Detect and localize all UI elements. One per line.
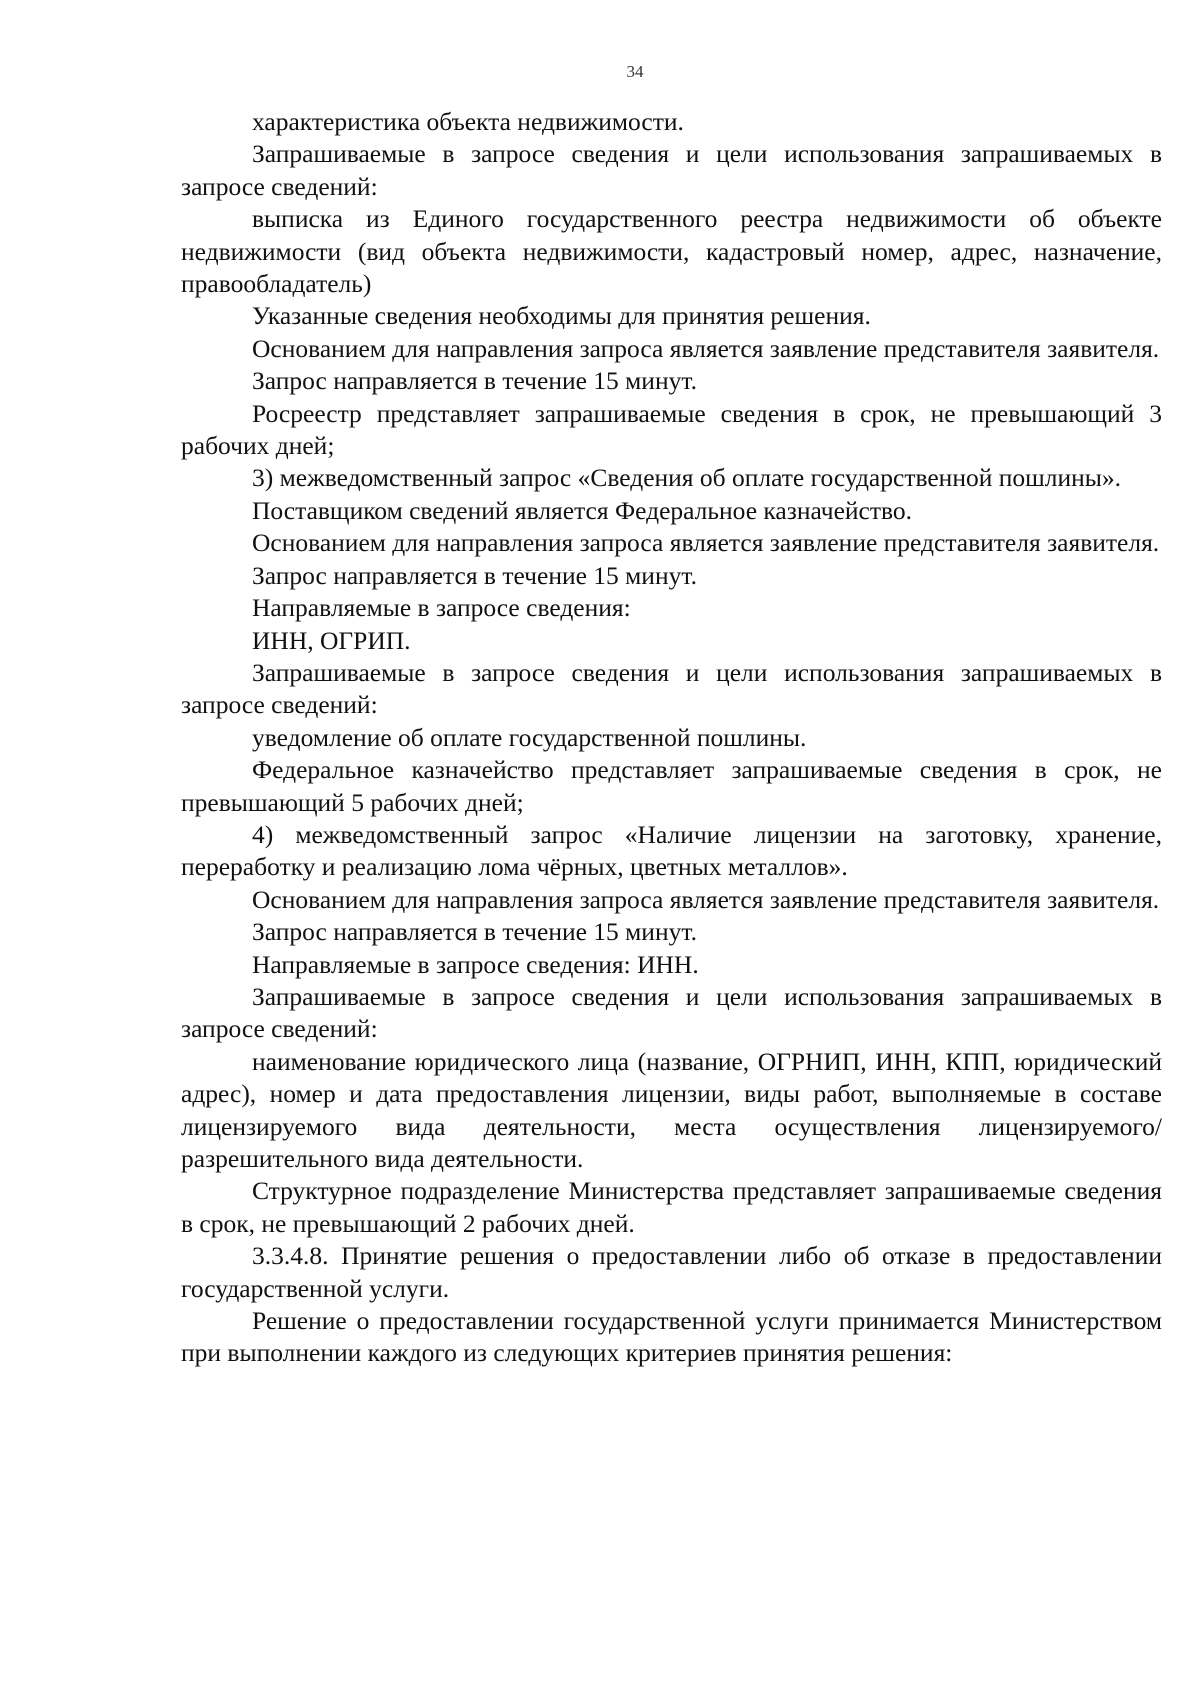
paragraph: Основанием для направления запроса является заявление представителя заявителя. — [252, 333, 1160, 363]
paragraph: Запрос направляется в течение 15 минут. — [252, 366, 697, 396]
paragraph: наименование юридического лица (название, ОГРНИП, ИНН, КПП, юридический адрес), номер и дата предоставления лицензии, виды работ, выполняемые в составе лицензируемого вида деятельности, места осуществления лицензируемого/разрешительного вида деятельности. — [181, 1046, 1162, 1173]
paragraph: Росреестр представляет запрашиваемые сведения в срок, не превышающий 3 рабочих дней; — [181, 398, 1162, 461]
paragraph: Направляемые в запросе сведения: — [252, 593, 631, 623]
paragraph: 3.3.4.8. Принятие решения о предоставлении либо об отказе в предоставлении государственной услуги. — [181, 1241, 1162, 1303]
paragraph: Указанные сведения необходимы для принятия решения. — [252, 301, 871, 331]
paragraph: Основанием для направления запроса является заявление представителя заявителя. — [252, 528, 1160, 558]
paragraph: 3) межведомственный запрос «Сведения об оплате государственной пошлины». — [252, 463, 1122, 493]
paragraph: характеристика объекта недвижимости. — [252, 107, 684, 136]
paragraph: уведомление об оплате государственной пошлины. — [252, 722, 807, 752]
paragraph: Структурное подразделение Министерства представляет запрашиваемые сведения в срок, не превышающий 2 рабочих дней. — [181, 1176, 1162, 1238]
paragraph: 4) межведомственный запрос «Наличие лицензии на заготовку, хранение, переработку и реализацию лома чёрных, цветных металлов». — [181, 819, 1162, 882]
paragraph: Направляемые в запросе сведения: ИНН. — [252, 949, 699, 979]
paragraph: Федеральное казначейство представляет запрашиваемые сведения в срок, не превышающий 5 рабочих дней; — [181, 755, 1162, 817]
paragraph: Основанием для направления запроса является заявление представителя заявителя. — [252, 884, 1160, 914]
paragraph: Решение о предоставлении государственной услуги принимается Министерством при выполнении каждого из следующих критериев принятия решения: — [181, 1306, 1162, 1368]
paragraph: ИНН, ОГРИП. — [252, 625, 411, 655]
document-body — [181, 106, 1162, 1370]
paragraph: Запрос направляется в течение 15 минут. — [252, 917, 697, 947]
paragraph: Запрос направляется в течение 15 минут. — [252, 560, 697, 590]
paragraph: Запрашиваемые в запросе сведения и цели использования запрашиваемых в запросе сведений: — [181, 981, 1162, 1044]
paragraph: выписка из Единого государственного реестра недвижимости об объекте недвижимости (вид объекта недвижимости, кадастровый номер, адрес, назначение, правообладатель) — [181, 204, 1162, 299]
paragraph: Запрашиваемые в запросе сведения и цели использования запрашиваемых в запросе сведений: — [181, 657, 1162, 720]
paragraph: Поставщиком сведений является Федеральное казначейство. — [252, 495, 913, 525]
paragraph: Запрашиваемые в запросе сведения и цели использования запрашиваемых в запросе сведений: — [181, 139, 1162, 201]
page-number: 34 — [626, 62, 644, 81]
